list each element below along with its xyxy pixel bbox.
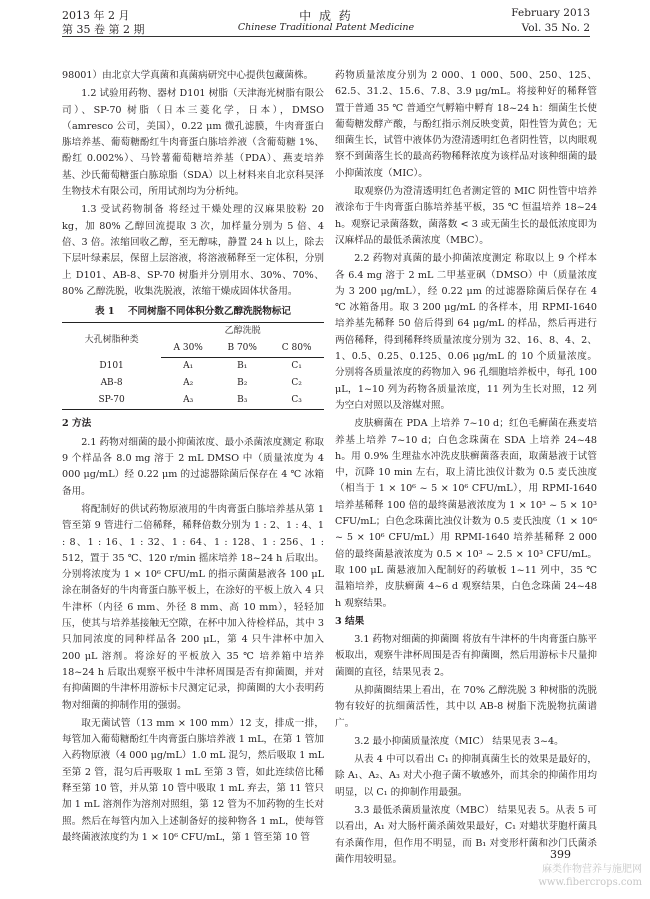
- table-col-header: C 80%: [269, 340, 324, 358]
- paragraph-drug-preparation: 1.3 受试药物制备 将经过干燥处理的汉麻果胶粉 20 kg，加 80% 乙醇回流提取 3 次，加样量分别为 5 倍、4 倍、3 倍。浓缩回收乙醇，至无醇味，静置 24 h 以上，除去下层叶绿素层，保留上层溶液，将溶液稀释至一定体积，分别上 D101、AB-8、SP-70 树脂并分别用水、30%、70%、80% 乙醇洗脱，收集洗脱液，浓缩干燥成固体状备用。: [62, 204, 324, 297]
- table-row: [62, 358, 324, 376]
- paragraph-mbc-definition: 取观察仍为澄清透明红色者测定管的 MIC 阴性管中培养液涂布于牛肉膏蛋白胨培养基平板，35 ℃ 恒温培养 18~24 h。观察记录菌落数，菌落数 < 3 或无菌生长的最低浓度即为汉麻样品的最低杀菌浓度（MBC）。: [335, 186, 597, 246]
- table-cell: A₂: [183, 378, 194, 389]
- table-row: [62, 375, 324, 392]
- paragraph-fungi-culture: 皮肤癣菌在 PDA 上培养 7~10 d；红色毛癣菌在燕麦培养基上培养 7~10 d；白色念珠菌在 SDA 上培养 24~48 h。用 0.9% 生理盐水冲洗皮肤癣菌落表面，取菌悬液于试管中，沉降 10 min 左右，取上清比浊仪计数为 0.5 麦氏浊度（相当于 1 × 10⁶ ~ 5 × 10⁶ CFU/mL），用 RPMI-1640 培养基稀释 100 倍的最终菌悬液浓度为 1 × 10³ ~ 5 × 10³ CFU/mL；白色念珠菌比浊仪计数为 0.5 麦氏浊度（1 × 10⁶ ~ 5 × 10⁶ CFU/mL）用 RPMI-1640 培养基稀释 2 000 倍的最终菌悬液浓度为 0.5 × 10³ ~ 2.5 × 10³ CFU/mL。取 100 μL 菌悬液加入配制好的药敏板 1~11 列中，35 ℃ 温箱培养，皮肤癣菌 4~6 d 观察结果，白色念珠菌 24~48 h 观察结果。: [335, 418, 597, 609]
- paragraph-mic-result-heading: 3.2 最小抑菌质量浓度（MIC） 结果见表 3~4。: [354, 735, 564, 747]
- table-cell: B₁: [237, 361, 248, 372]
- paragraph-fungi-mic: 2.2 药物对真菌的最小抑菌浓度测定 称取以上 9 个样本各 6.4 mg 溶于 2 mL 二甲基亚砜（DMSO）中（质量浓度为 3 200 μg/mL），经 0.22 μm 的过滤器除菌后保存在 4 ℃ 冰箱备用。取 3 200 μg/mL 的各样本，用 RPMI-1640 培养基先稀释 50 倍后得到 64 μg/mL 的样品，然后再进行两倍稀释，得到稀释终质量浓度分别为 32、16、8、4、2、1、0.5、0.25、0.125、0.06 μg/mL 的 10 个质量浓度。分别将各质量浓度的药物加入 96 孔细胞培养板中，每孔 100 μL，1~10 列为药物各质量浓度，11 列为生长对照，12 列为空白对照以及溶媒对照。: [335, 253, 597, 411]
- running-header: [62, 6, 590, 37]
- page-number: 399: [550, 848, 571, 861]
- table-row-label: SP-70: [62, 392, 161, 410]
- table-1-caption: [62, 304, 324, 320]
- paragraph-materials: 1.2 试验用药物、器材 D101 树脂（天津海光树脂有限公司）、SP-70 树脂（日本三菱化学，日本），DMSO（amresco 公司，美国），0.22 μm 微孔滤膜，牛肉膏蛋白胨培养基、葡萄糖酚红牛肉膏蛋白胨培养液（含葡萄糖 1%、酚红 0.002%）、马铃薯葡萄糖培养基（PDA）、燕麦培养基、沙氏葡萄糖蛋白胨琼脂（SDA）以上材料来自北京科昊泽生物技术有限公司，所用试剂均为分析纯。: [62, 88, 324, 198]
- table-col-header: B 70%: [215, 340, 269, 358]
- watermark: [538, 863, 642, 889]
- journal-title: 中 成 药: [299, 9, 353, 23]
- table-cell: A₃: [161, 392, 215, 410]
- paragraph-oxford-cup: 将配制好的供试药物原液用的牛肉膏蛋白胨培养基从第 1 管至第 9 管进行二倍稀释，稀释倍数分别为 1 : 2、1 : 4、1 : 8、1 : 16、1 : 32、1 : 64、1 : 128、1 : 256、1 : 512，置于 35 ℃、120 r/min 摇床培养 18~24 h 后取出。分别将浓度为 1 × 10⁶ CFU/mL 的指示菌菌悬液各 100 μL 涂在制备好的牛肉膏蛋白胨平板上，在涂好的平板上放入 4 只牛津杯（内径 6 mm、外径 8 mm、高 10 mm），轻轻加压，使其与培养基接触无空隙，在杯中加入待检样品，其中 3 只加同浓度的同种样品各 200 μL，第 4 只牛津杯中加入 200 μL 溶剂。将涂好的平板放入 35 ℃ 培养箱中培养 18~24 h 后取出观察平板中牛津杯周围是否有抑菌圈，并对有抑菌圈的牛津杯用游标卡尺测定记录，抑菌圈的大小表明药物对细菌的抑制作用的强弱。: [62, 503, 324, 711]
- paragraph-strain-source: 98001）由北京大学真菌和真菌病研究中心提供包藏菌株。: [62, 70, 314, 81]
- table-1: [62, 322, 324, 410]
- table-row: [62, 392, 324, 410]
- table-cell: C₂: [291, 378, 302, 389]
- paragraph-concentrations: 药物质量浓度分别为 2 000、1 000、500、250、125、62.5、31.2、15.6、7.8、3.9 μg/mL。将接种好的稀释管置于普通 35 ℃ 普通空气孵箱中孵育 18~24 h：细菌生长使葡萄糖发酵产酸，与酚红指示剂反映变黄，阳性管为黄色；无细菌生长，试管中液体仍为澄清透明红色者阴性管，以肉眼观察不到菌落生长的最高药物稀释浓度为该样品对该种细菌的最小抑菌浓度（MIC）。: [335, 70, 597, 179]
- section-heading-results: 3 结果: [335, 615, 365, 627]
- table-1-title: 不同树脂不同体积分数乙醇洗脱物标记: [127, 306, 292, 318]
- table-stub-header: 大孔树脂种类: [62, 323, 161, 358]
- paragraph-inhibition-zone: 3.1 药物对细菌的抑菌圈 将放有牛津杯的牛肉膏蛋白胨平板取出，观察牛津杯周围是否有抑菌圈，然后用游标卡尺量抑菌圈的直径，结果见表 2。: [335, 634, 597, 678]
- paragraph-inhibition-summary: 从抑菌圈结果上看出，在 70% 乙醇洗脱 3 种树脂的洗脱物有较好的抗细菌活性，其中以 AB-8 树脂下洗脱物抗菌谱广。: [335, 684, 597, 729]
- watermark-url: www.fibercrops.com: [538, 877, 642, 888]
- paragraph-mbc-result: 3.3 最低杀菌质量浓度（MBC） 结果见表 5。从表 5 可以看出，A₁ 对大肠杆菌杀菌效果最好，C₁ 对蜡状芽胞杆菌具有杀菌作用，但作用不明显，而 B₁ 对变形杆菌和沙门氏菌杀菌作用较明显。: [335, 805, 597, 865]
- table-group-header: 乙醇洗脱: [161, 323, 324, 341]
- watermark-name: 麻类作物营养与施肥网: [542, 864, 642, 875]
- paragraph-bacteria-mic-mbc: 2.1 药物对细菌的最小抑菌浓度、最小杀菌浓度测定 称取 9 个样品各 8.0 mg 溶于 2 mL DMSO 中（质量浓度为 4 000 μg/mL）经 0.22 μm 的过滤器除菌后保存在 4 ℃ 冰箱备用。: [62, 436, 324, 497]
- section-heading-methods: 2 方法: [62, 418, 92, 430]
- left-column: [62, 68, 324, 846]
- table-col-header: A 30%: [161, 340, 215, 358]
- table-row-label: AB-8: [100, 378, 123, 389]
- volume-issue-cn: 第 35 卷 第 2 期: [62, 23, 145, 36]
- table-cell: A₁: [183, 361, 194, 372]
- journal-title-en: Chinese Traditional Patent Medicine: [237, 22, 415, 33]
- table-cell: B₂: [237, 378, 248, 389]
- paragraph-tube-dilution: 取无菌试管（13 mm × 100 mm）12 支，排成一排，每管加入葡萄糖酚红牛肉膏蛋白胨培养液 1 mL，在第 1 管加入药物原液（4 000 μg/mL）1.0 mL 混匀，然后吸取 1 mL 至第 2 管，混匀后再吸取 1 mL 至第 3 管，如此连续倍比稀释至第 10 管，并从第 10 管中吸取 1 mL 弃去，第 11 管只加 1 mL 溶剂作为溶剂对照组，第 12 管为不加药物的生长对照。然后在每管内加入上述制备好的接种物各 1 mL，使每管最终菌液浓度约为 1 × 10⁶ CFU/mL，第 1 管至第 10 管: [62, 717, 324, 843]
- table-cell: B₃: [215, 392, 269, 410]
- paragraph-mic-result: 从表 4 中可以看出 C₁ 的抑制真菌生长的效果是最好的，除 A₁、A₂、A₃ 对犬小孢子菌不敏感外，而其余的抑菌作用均明显，以 C₁ 的抑制作用最强。: [335, 754, 597, 798]
- table-cell: C₃: [269, 392, 324, 410]
- table-1-label: 表 1: [94, 306, 115, 318]
- table-row-label: D101: [99, 361, 124, 372]
- right-column: [335, 68, 597, 868]
- table-cell: C₁: [291, 361, 302, 372]
- issue-date-cn: 2013 年 2 月: [62, 9, 130, 22]
- issue-date-en: February 2013: [511, 7, 590, 19]
- volume-issue-en: Vol. 35 No. 2: [521, 22, 590, 34]
